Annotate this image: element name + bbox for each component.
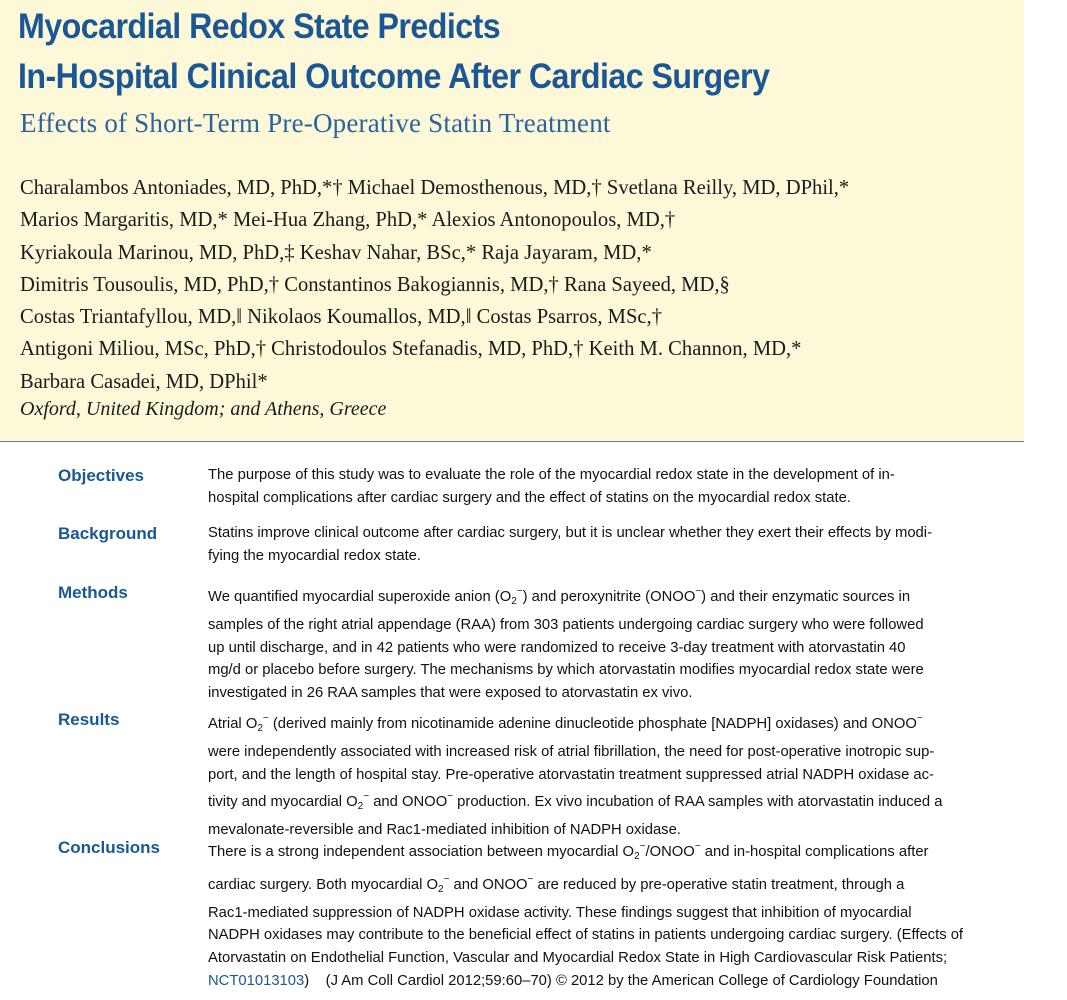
author-line: Marios Margaritis, MD,* Mei-Hua Zhang, PhD,* Alexios Antonopoulos, MD,† (20, 209, 676, 232)
header-divider (0, 441, 1024, 442)
text-line: There is a strong independent association between myocardial $O_2^-/ONOO^-$ and in-hospital complications after (208, 841, 929, 862)
section-label-results: Results (58, 710, 120, 729)
text-line: NADPH oxidases may contribute to the beneficial effect of statins in patients undergoing cardiac surgery. (Effects of (208, 927, 964, 944)
text-line: Atrial $O_2^-$ (derived mainly from nicotinamide adenine dinucleotide phosphate [NADPH] oxidases) and ONOO− (208, 713, 923, 734)
text-line: cardiac surgery. Both myocardial $O_2^-$ and ONOO− are reduced by pre-operative statin treatment, through a (208, 873, 905, 895)
author-line: Kyriakoula Marinou, MD, PhD,‡ Keshav Nahar, BSc,* Raja Jayaram, MD,* (20, 241, 652, 264)
section-text-methods (208, 581, 1038, 705)
section-label-background: Background (58, 524, 158, 543)
author-line: Dimitris Tousoulis, MD, PhD,† Constantinos Bakogiannis, MD,† Rana Sayeed, MD,§ (20, 273, 730, 296)
title-line-1: Myocardial Redox State Predicts (18, 7, 501, 46)
section-text-conclusions (208, 836, 1038, 993)
text-line: The purpose of this study was to evaluate the role of the myocardial redox state in the development of in- (208, 467, 895, 483)
text-line: up until discharge, and in 42 patients who were randomized to receive 3-day treatment with atorvastatin 40 (208, 639, 906, 656)
text-line: mevalonate-reversible and Rac1-mediated inhibition of NADPH oxidase. (208, 822, 681, 839)
text-line: fying the myocardial redox state. (208, 547, 422, 564)
article-title (18, 2, 769, 102)
author-line: Antigoni Miliou, MSc, PhD,† Christodoulos Stefanadis, MD, PhD,† Keith M. Channon, MD,* (20, 338, 802, 361)
text-line: Atorvastatin on Endothelial Function, Vascular and Myocardial Redox State in High Cardiovascular Risk Patients; (208, 950, 948, 967)
text-line: Statins improve clinical outcome after cardiac surgery, but it is unclear whether they exert their effects by modi- (208, 525, 932, 541)
text-line: tivity and myocardial $O_2^-$ and ONOO− production. Ex vivo incubation of RAA samples with atorvastatin induced a (208, 791, 943, 813)
article-subtitle: Effects of Short-Term Pre-Operative Statin Treatment (20, 108, 611, 138)
title-line-2: In-Hospital Clinical Outcome After Cardiac Surgery (18, 57, 770, 96)
author-line: Charalambos Antoniades, MD, PhD,*† Michael Demosthenous, MD,† Svetlana Reilly, MD, DPhil,* (20, 177, 850, 199)
affiliation: Oxford, United Kingdom; and Athens, Greece (20, 398, 387, 420)
text-line: hospital complications after cardiac surgery and the effect of statins on the myocardial redox state. (208, 489, 851, 506)
citation: (J Am Coll Cardiol 2012;59:60–70) © 2012 by the American College of Cardiology Foundation (325, 972, 938, 989)
section-label-conclusions: Conclusions (58, 838, 161, 857)
trial-registration-link[interactable]: NCT01013103 (208, 972, 305, 989)
text-line: We quantified myocardial superoxide anion $(O_2^-)$ and peroxynitrite (ONOO−) and their enzymatic sources in (208, 586, 911, 607)
text-line: mg/d or placebo before surgery. The mechanisms by which atorvastatin modifies myocardial redox state were (208, 662, 924, 679)
article-header (0, 0, 1024, 440)
section-text-background (208, 522, 1038, 568)
text-line: NCT01013103) (J Am Coll Cardiol 2012;59:60–70) © 2012 by the American College of Cardiology Foundation (208, 972, 938, 989)
text-line: Rac1-mediated suppression of NADPH oxidase activity. These findings suggest that inhibition of myocardial (208, 904, 912, 921)
author-line: Barbara Casadei, MD, DPhil* (20, 370, 268, 393)
section-label-objectives: Objectives (58, 466, 144, 485)
text-line: were independently associated with increased risk of atrial fibrillation, the need for post-operative inotropic sup- (208, 743, 935, 760)
author-list (20, 172, 1020, 398)
text-line: investigated in 26 RAA samples that were exposed to atorvastatin ex vivo. (208, 685, 693, 702)
section-text-results (208, 708, 1038, 842)
section-label-methods: Methods (58, 583, 128, 602)
text-line: samples of the right atrial appendage (RAA) from 303 patients undergoing cardiac surgery who were followed (208, 616, 924, 633)
section-text-objectives (208, 464, 1038, 510)
author-line: Costas Triantafyllou, MD,‖ Nikolaos Koumallos, MD,‖ Costas Psarros, MSc,† (20, 306, 662, 329)
text-line: port, and the length of hospital stay. Pre-operative atorvastatin treatment suppressed atrial NADPH oxidase ac- (208, 766, 934, 783)
